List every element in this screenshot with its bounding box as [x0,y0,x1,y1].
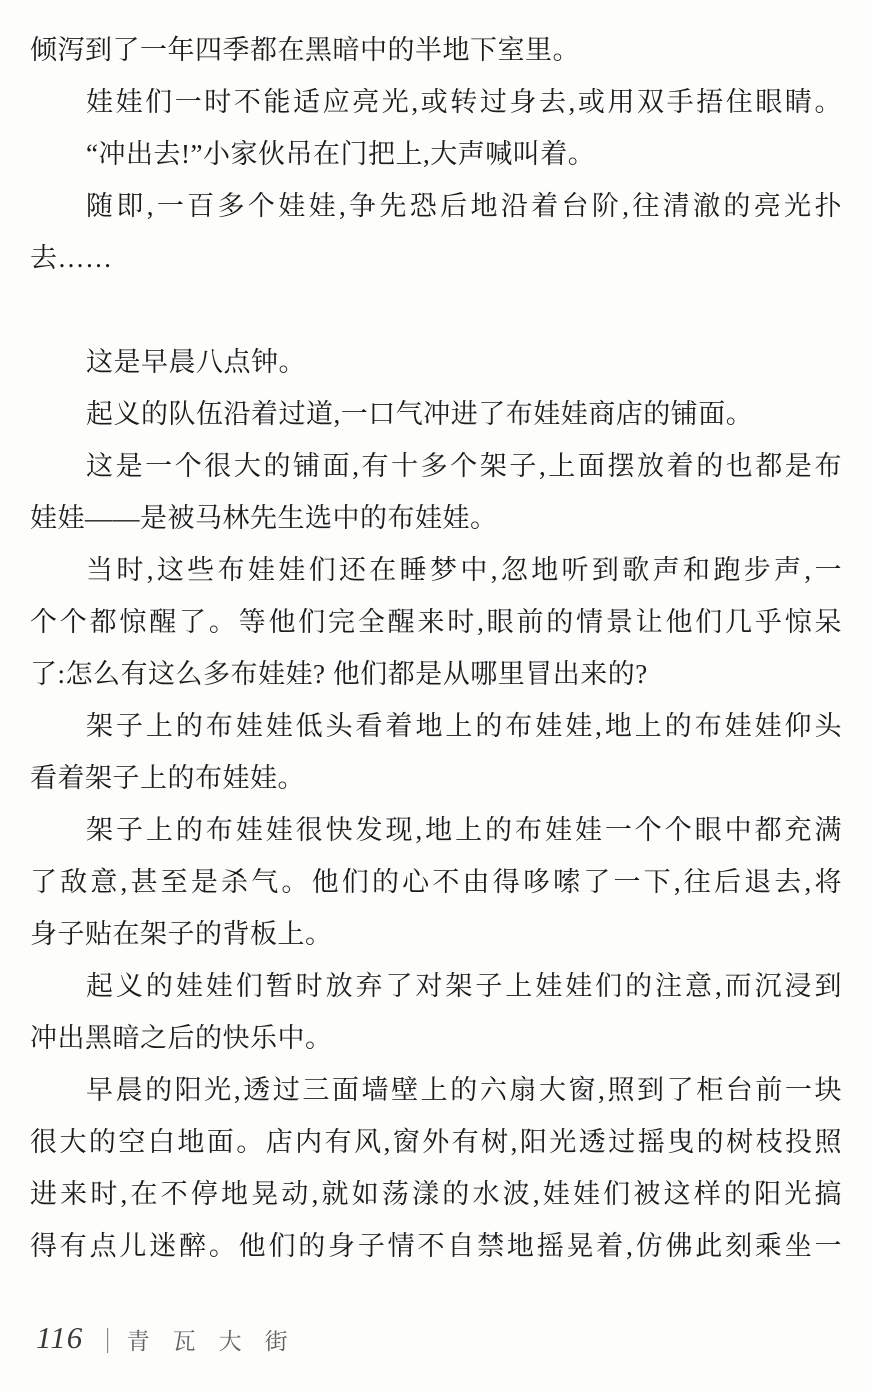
text-line: 起义的娃娃们暂时放弃了对架子上娃娃们的注意,而沉浸到 [86,971,842,1001]
text-line: 身子贴在架子的背板上。 [30,919,333,949]
text-line: 进来时,在不停地晃动,就如荡漾的水波,娃娃们被这样的阳光搞 [30,1179,842,1209]
text-line: 当时,这些布娃娃们还在睡梦中,忽地听到歌声和跑步声,一 [86,555,842,585]
text-line: 娃娃们一时不能适应亮光,或转过身去,或用双手捂住眼睛。 [86,87,842,117]
footer-divider: | [106,1322,110,1353]
text-line: 了敌意,甚至是杀气。他们的心不由得哆嗦了一下,往后退去,将 [30,867,842,897]
text-line: 得有点儿迷醉。他们的身子情不自禁地摇晃着,仿佛此刻乘坐一 [30,1231,842,1261]
text-line: 这是早晨八点钟。 [86,347,306,377]
text-line: 很大的空白地面。店内有风,窗外有树,阳光透过摇曳的树枝投照 [30,1127,842,1157]
text-line: 早晨的阳光,透过三面墙壁上的六扇大窗,照到了柜台前一块 [86,1075,842,1105]
text-line: 娃娃——是被马林先生选中的布娃娃。 [30,503,498,533]
text-line: 冲出黑暗之后的快乐中。 [30,1023,333,1053]
text-line: 随即,一百多个娃娃,争先恐后地沿着台阶,往清澈的亮光扑 [86,191,842,221]
text-line: 架子上的布娃娃低头看着地上的布娃娃,地上的布娃娃仰头 [86,711,842,741]
text-line: 倾泻到了一年四季都在黑暗中的半地下室里。 [30,35,580,65]
section-break-spacer [30,284,842,336]
text-line: 架子上的布娃娃很快发现,地上的布娃娃一个个眼中都充满 [86,815,842,845]
book-title: 青瓦大街 [126,1328,311,1354]
text-line: 这是一个很大的铺面,有十多个架子,上面摆放着的也都是布 [86,451,842,481]
page-footer [36,1320,311,1356]
text-line: 看着架子上的布娃娃。 [30,763,305,793]
page-number: 116 [36,1320,84,1355]
text-line: 个个都惊醒了。等他们完全醒来时,眼前的情景让他们几乎惊呆 [30,607,842,637]
text-line: 去…… [30,243,113,273]
text-line: “冲出去!”小家伙吊在门把上,大声喊叫着。 [86,139,596,169]
text-line: 了:怎么有这么多布娃娃? 他们都是从哪里冒出来的? [30,659,648,689]
text-line: 起义的队伍沿着过道,一口气冲进了布娃娃商店的铺面。 [86,399,754,429]
page-body-text [30,24,842,1272]
